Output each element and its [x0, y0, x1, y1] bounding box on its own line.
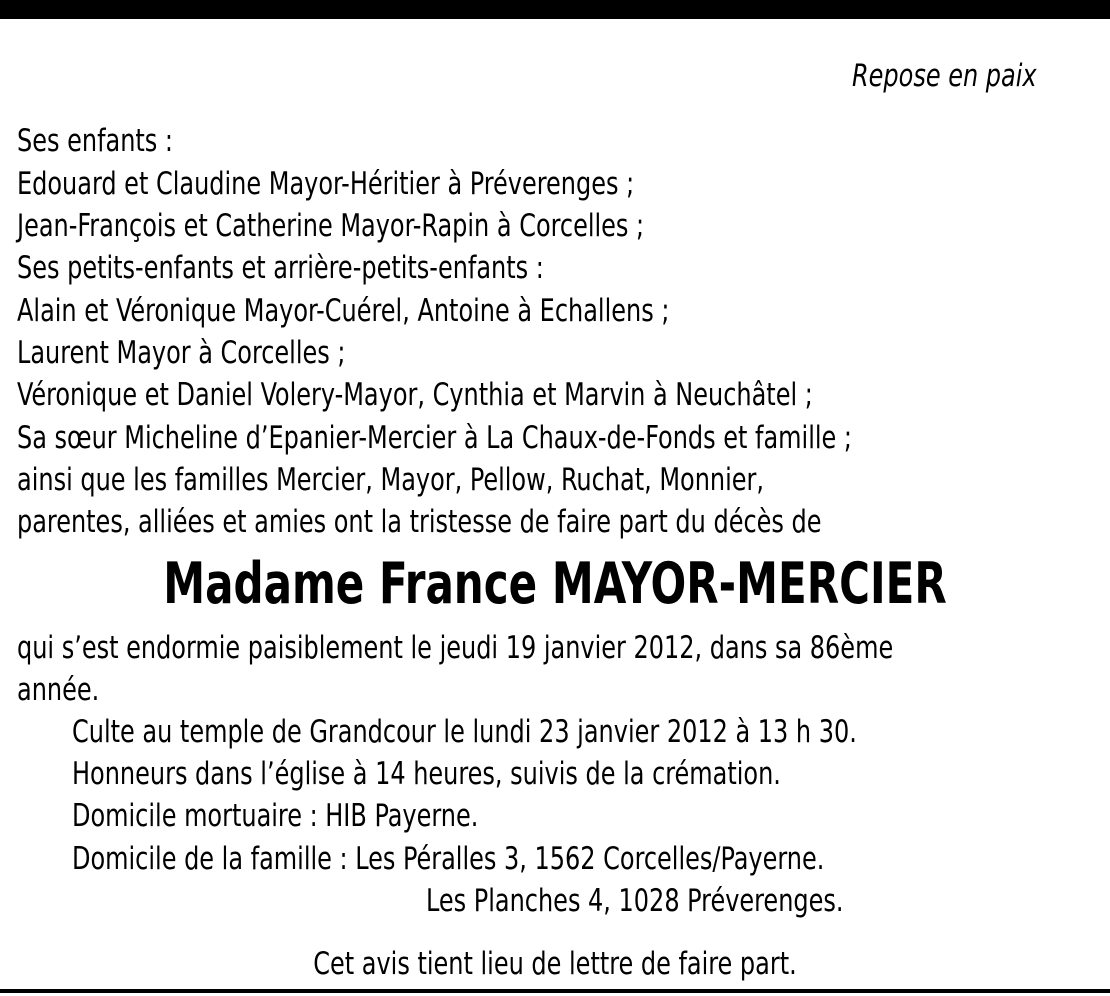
death-line: qui s’est endormie paisiblement le jeudi 19 janvier 2012, dans sa 86ème — [17, 630, 894, 666]
family-line: parentes, alliées et amies ont la tristesse de faire part du décès de — [17, 504, 822, 540]
top-border-rule — [0, 0, 1110, 19]
ceremony-line: Domicile mortuaire : HIB Payerne. — [72, 798, 479, 834]
family-line: ainsi que les familles Mercier, Mayor, Pellow, Ruchat, Monnier, — [17, 462, 765, 498]
deceased-name: Madame France MAYOR-MERCIER — [163, 551, 947, 617]
ceremony-line: Honneurs dans l’église à 14 heures, suivis de la crémation. — [72, 756, 781, 792]
ceremony-line: Culte au temple de Grandcour le lundi 23 janvier 2012 à 13 h 30. — [72, 714, 857, 750]
family-line: Alain et Véronique Mayor-Cuérel, Antoine à Echallens ; — [17, 293, 670, 329]
family-line: Ses enfants : — [17, 123, 174, 159]
ceremony-line: Domicile de la famille : Les Péralles 3, 1562 Corcelles/Payerne. — [72, 841, 825, 877]
family-line: Edouard et Claudine Mayor-Héritier à Préverenges ; — [17, 166, 635, 202]
bottom-border-rule — [0, 989, 1110, 993]
address-continuation: Les Planches 4, 1028 Préverenges. — [426, 883, 844, 919]
epigraph: Repose en paix — [852, 58, 1037, 94]
family-line: Sa sœur Micheline d’Epanier-Mercier à La Chaux-de-Fonds et famille ; — [17, 420, 852, 456]
death-line: année. — [17, 672, 100, 708]
family-line: Ses petits-enfants et arrière-petits-enfants : — [17, 250, 544, 286]
family-line: Véronique et Daniel Volery-Mayor, Cynthia et Marvin à Neuchâtel ; — [17, 377, 813, 413]
family-line: Jean-François et Catherine Mayor-Rapin à Corcelles ; — [17, 208, 645, 244]
family-line: Laurent Mayor à Corcelles ; — [17, 335, 346, 371]
closing-note: Cet avis tient lieu de lettre de faire part. — [313, 946, 797, 982]
